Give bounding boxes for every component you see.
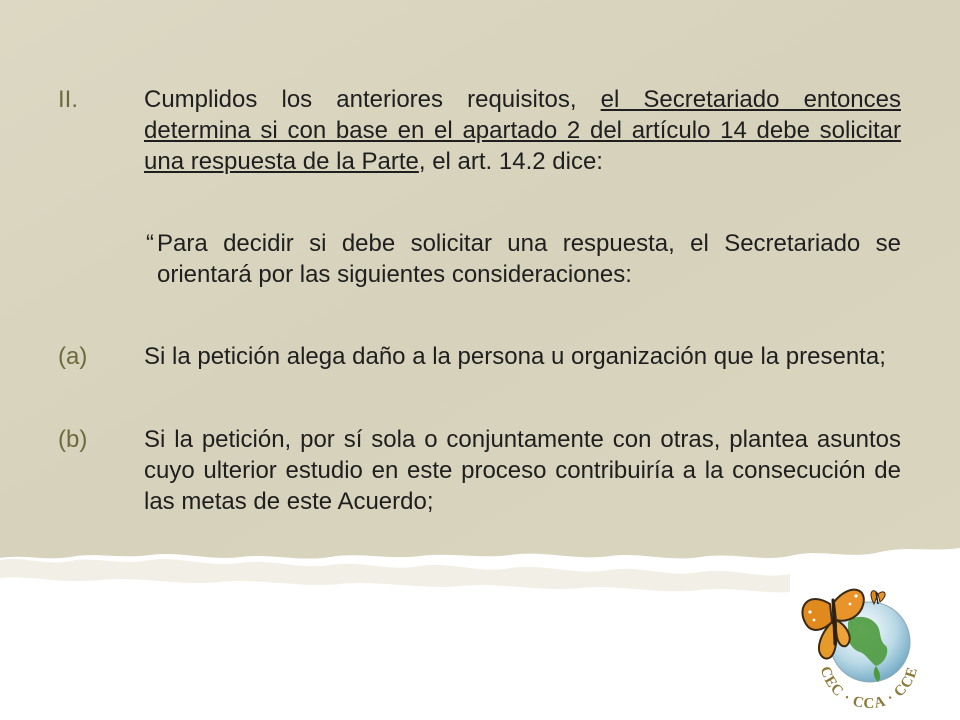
item-ii [58, 84, 901, 177]
quote-body: Para decidir si debe solicitar una respuesta, el Secretariado se orientará por las siguientes consideraciones: [157, 230, 901, 288]
item-b-text: Si la petición, por sí sola o conjuntamente con otras, plantea asuntos cuyo ulterior estudio en este proceso contribuiría a la consecución de las metas de este Acuerdo; [144, 426, 901, 515]
item-a-text: Si la petición alega daño a la persona u organización que la presenta; [144, 343, 886, 370]
item-ii-text-underlined: el Secretariado entonces determina si con base en el apartado 2 del artículo 14 debe solicitar una respuesta de la Parte [144, 86, 901, 175]
item-ii-text [144, 84, 901, 177]
small-butterfly-icon [871, 591, 885, 604]
quote-block [58, 228, 901, 290]
quote-open-mark: “ [146, 230, 154, 257]
item-b [58, 424, 901, 517]
item-ii-text-before: Cumplidos los anteriores requisitos, [144, 86, 601, 113]
cec-logo [790, 574, 950, 714]
item-a [58, 341, 901, 372]
item-b-marker: (b) [58, 426, 88, 453]
item-a-marker: (a) [58, 343, 88, 370]
quote-text [146, 228, 901, 290]
item-ii-marker: II. [58, 86, 79, 113]
item-ii-text-after: , el art. 14.2 dice: [418, 148, 603, 175]
logo-text: CEC · CCA · CCE [816, 664, 922, 713]
